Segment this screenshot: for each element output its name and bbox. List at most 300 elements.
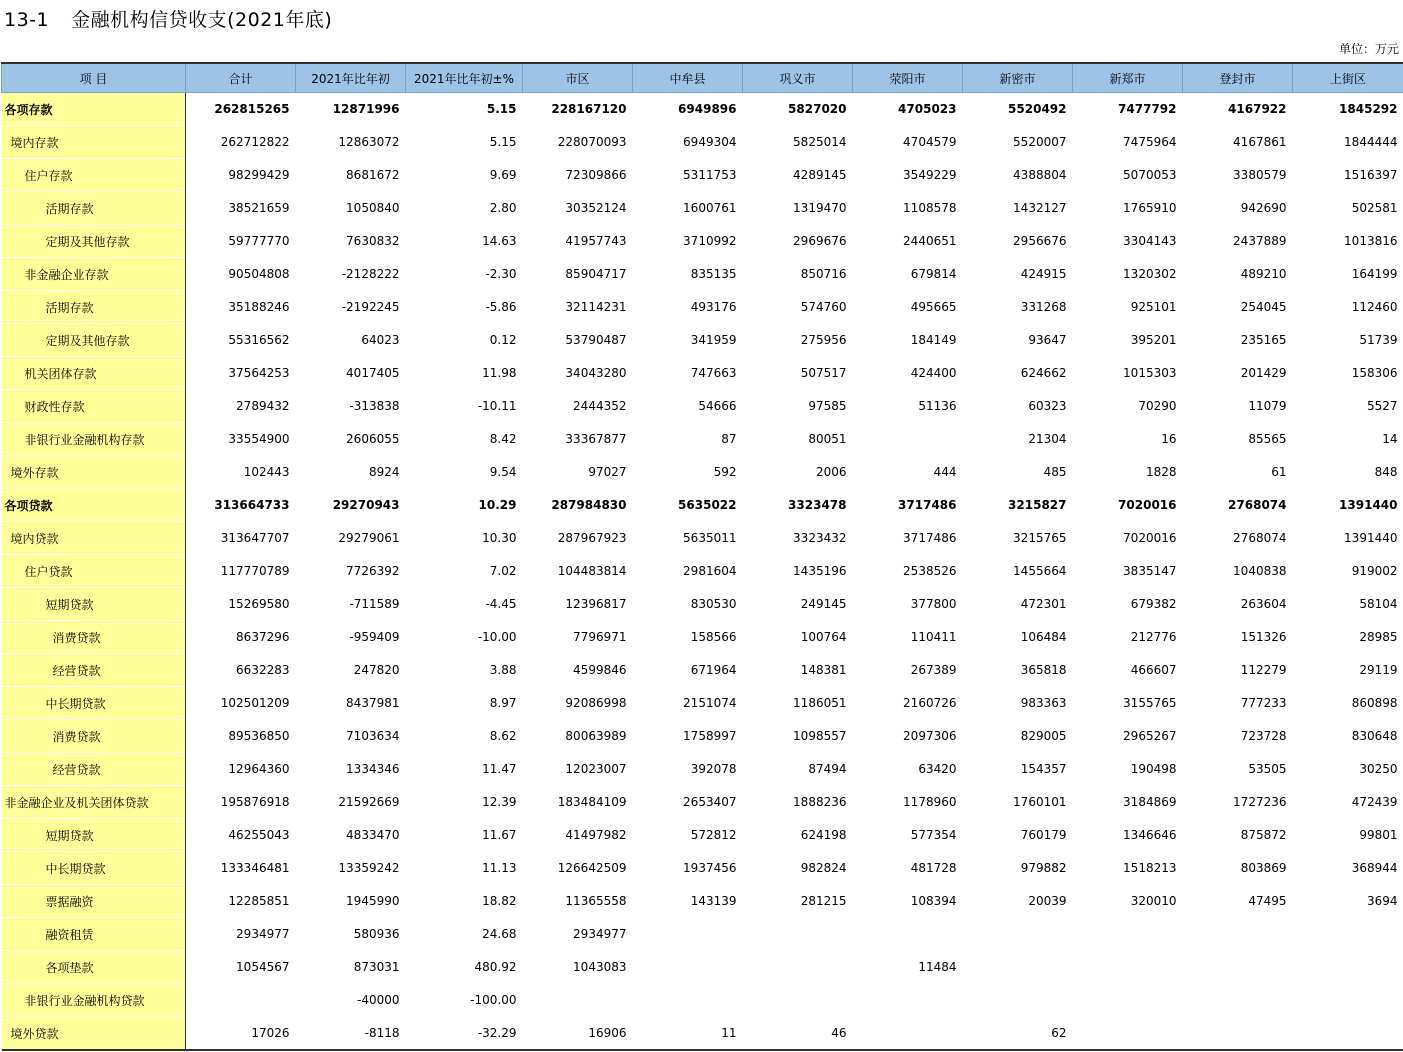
table-row: [2, 291, 1403, 324]
row-label: 活期存款: [2, 192, 186, 225]
table-cell: 679382: [1073, 588, 1183, 621]
table-cell: 89536850: [186, 720, 296, 753]
table-cell: 30352124: [523, 192, 633, 225]
table-cell: 235165: [1183, 324, 1293, 357]
table-cell: 1015303: [1073, 357, 1183, 390]
row-label: 经营贷款: [2, 753, 186, 786]
table-row: [2, 687, 1403, 720]
table-cell: 3380579: [1183, 159, 1293, 192]
table-cell: 1758997: [633, 720, 743, 753]
table-cell: [853, 423, 963, 456]
table-cell: 2653407: [633, 786, 743, 819]
table-cell: 64023: [296, 324, 406, 357]
table-cell: 592: [633, 456, 743, 489]
table-cell: 37564253: [186, 357, 296, 390]
table-cell: 919002: [1293, 555, 1403, 588]
table-cell: 93647: [963, 324, 1073, 357]
table-cell: 126642509: [523, 852, 633, 885]
table-cell: 190498: [1073, 753, 1183, 786]
table-cell: 47495: [1183, 885, 1293, 918]
table-cell: 263604: [1183, 588, 1293, 621]
table-cell: 110411: [853, 621, 963, 654]
table-cell: [1183, 918, 1293, 951]
column-header: 2021年比年初: [296, 63, 406, 93]
row-label: 短期贷款: [2, 588, 186, 621]
row-label: 消费贷款: [2, 720, 186, 753]
table-cell: 106484: [963, 621, 1073, 654]
table-cell: 5635011: [633, 522, 743, 555]
table-cell: 5.15: [406, 93, 523, 126]
table-cell: 3.88: [406, 654, 523, 687]
table-cell: 61: [1183, 456, 1293, 489]
table-cell: 35188246: [186, 291, 296, 324]
table-cell: 98299429: [186, 159, 296, 192]
table-cell: 3717486: [853, 522, 963, 555]
table-cell: 267389: [853, 654, 963, 687]
table-cell: 11.47: [406, 753, 523, 786]
table-cell: [1183, 984, 1293, 1017]
table-row: [2, 225, 1403, 258]
table-cell: 4017405: [296, 357, 406, 390]
table-cell: 3710992: [633, 225, 743, 258]
table-cell: -2192245: [296, 291, 406, 324]
table-cell: 87494: [743, 753, 853, 786]
table-cell: 8681672: [296, 159, 406, 192]
table-cell: 507517: [743, 357, 853, 390]
table-row: [2, 324, 1403, 357]
table-cell: 1518213: [1073, 852, 1183, 885]
table-cell: 2444352: [523, 390, 633, 423]
table-cell: 102443: [186, 456, 296, 489]
table-cell: 158306: [1293, 357, 1403, 390]
table-cell: 2934977: [186, 918, 296, 951]
table-cell: 183484109: [523, 786, 633, 819]
row-label: 非金融企业及机关团体贷款: [2, 786, 186, 819]
table-cell: 29279061: [296, 522, 406, 555]
row-label: 中长期贷款: [2, 687, 186, 720]
table-cell: 287967923: [523, 522, 633, 555]
table-cell: 803869: [1183, 852, 1293, 885]
table-cell: 444: [853, 456, 963, 489]
table-cell: 0.12: [406, 324, 523, 357]
table-cell: 117770789: [186, 555, 296, 588]
table-cell: 184149: [853, 324, 963, 357]
table-cell: 873031: [296, 951, 406, 984]
table-row: [2, 918, 1403, 951]
table-cell: 12863072: [296, 126, 406, 159]
credit-table: [1, 62, 1403, 1051]
table-cell: 87: [633, 423, 743, 456]
table-row: [2, 555, 1403, 588]
row-label: 住户存款: [2, 159, 186, 192]
table-cell: 2956676: [963, 225, 1073, 258]
table-cell: 1845292: [1293, 93, 1403, 126]
table-cell: 102501209: [186, 687, 296, 720]
table-cell: 46: [743, 1017, 853, 1051]
table-cell: 53505: [1183, 753, 1293, 786]
table-cell: [963, 951, 1073, 984]
table-cell: [1293, 918, 1403, 951]
table-cell: 11.98: [406, 357, 523, 390]
table-cell: 249145: [743, 588, 853, 621]
table-header-row: [2, 63, 1403, 93]
column-header: 新密市: [963, 63, 1073, 93]
column-header: 登封市: [1183, 63, 1293, 93]
row-label: 各项垫款: [2, 951, 186, 984]
table-cell: 5827020: [743, 93, 853, 126]
table-cell: 11484: [853, 951, 963, 984]
table-cell: -313838: [296, 390, 406, 423]
table-cell: 875872: [1183, 819, 1293, 852]
table-cell: 2538526: [853, 555, 963, 588]
table-cell: 5.15: [406, 126, 523, 159]
table-body: [2, 93, 1403, 1051]
table-cell: 33554900: [186, 423, 296, 456]
table-row: [2, 852, 1403, 885]
table-cell: 320010: [1073, 885, 1183, 918]
table-cell: 2934977: [523, 918, 633, 951]
table-cell: 262815265: [186, 93, 296, 126]
table-cell: 20039: [963, 885, 1073, 918]
table-cell: [1073, 918, 1183, 951]
table-cell: 80063989: [523, 720, 633, 753]
table-cell: 14.63: [406, 225, 523, 258]
table-cell: 1040838: [1183, 555, 1293, 588]
table-cell: 1828: [1073, 456, 1183, 489]
table-cell: 480.92: [406, 951, 523, 984]
table-cell: 2981604: [633, 555, 743, 588]
table-cell: [1293, 1017, 1403, 1051]
table-cell: 18.82: [406, 885, 523, 918]
table-cell: 942690: [1183, 192, 1293, 225]
table-cell: 58104: [1293, 588, 1403, 621]
table-cell: 164199: [1293, 258, 1403, 291]
table-cell: 51739: [1293, 324, 1403, 357]
table-cell: [1183, 1017, 1293, 1051]
table-cell: 6632283: [186, 654, 296, 687]
row-label: 住户贷款: [2, 555, 186, 588]
table-cell: 5825014: [743, 126, 853, 159]
column-header: 2021年比年初±%: [406, 63, 523, 93]
table-cell: 10.30: [406, 522, 523, 555]
table-cell: 201429: [1183, 357, 1293, 390]
table-cell: 287984830: [523, 489, 633, 522]
table-cell: 3304143: [1073, 225, 1183, 258]
table-cell: 3694: [1293, 885, 1403, 918]
unit-label: 单位：万元: [1338, 42, 1399, 56]
table-cell: 2160726: [853, 687, 963, 720]
table-cell: 29270943: [296, 489, 406, 522]
table-row: [2, 1017, 1403, 1051]
table-number: 13-1: [4, 9, 50, 31]
table-cell: 12871996: [296, 93, 406, 126]
row-label: 境外存款: [2, 456, 186, 489]
table-cell: 7726392: [296, 555, 406, 588]
table-cell: 1945990: [296, 885, 406, 918]
table-cell: 247820: [296, 654, 406, 687]
table-cell: [1073, 984, 1183, 1017]
table-cell: 262712822: [186, 126, 296, 159]
table-cell: 377800: [853, 588, 963, 621]
row-label: 消费贷款: [2, 621, 186, 654]
table-row: [2, 390, 1403, 423]
row-label: 境内贷款: [2, 522, 186, 555]
table-cell: 4705023: [853, 93, 963, 126]
table-cell: [633, 951, 743, 984]
table-cell: 4289145: [743, 159, 853, 192]
table-cell: 33367877: [523, 423, 633, 456]
row-label: 融资租赁: [2, 918, 186, 951]
table-cell: 747663: [633, 357, 743, 390]
table-cell: 624198: [743, 819, 853, 852]
table-cell: 1050840: [296, 192, 406, 225]
table-cell: 1765910: [1073, 192, 1183, 225]
table-cell: 472439: [1293, 786, 1403, 819]
table-cell: 5520007: [963, 126, 1073, 159]
table-cell: 2965267: [1073, 720, 1183, 753]
table-cell: -711589: [296, 588, 406, 621]
table-cell: 11079: [1183, 390, 1293, 423]
table-cell: 41957743: [523, 225, 633, 258]
table-cell: 1516397: [1293, 159, 1403, 192]
table-row: [2, 588, 1403, 621]
table-cell: 313664733: [186, 489, 296, 522]
table-cell: [853, 1017, 963, 1051]
table-row: [2, 522, 1403, 555]
table-cell: 572812: [633, 819, 743, 852]
table-cell: 1727236: [1183, 786, 1293, 819]
table-cell: 30250: [1293, 753, 1403, 786]
table-cell: 38521659: [186, 192, 296, 225]
table-cell: 228070093: [523, 126, 633, 159]
table-cell: [743, 951, 853, 984]
table-cell: 8637296: [186, 621, 296, 654]
table-cell: 46255043: [186, 819, 296, 852]
table-cell: 104483814: [523, 555, 633, 588]
table-cell: 15269580: [186, 588, 296, 621]
table-row: [2, 456, 1403, 489]
table-cell: 11365558: [523, 885, 633, 918]
column-header: 荥阳市: [853, 63, 963, 93]
table-row: [2, 984, 1403, 1017]
table-cell: 2151074: [633, 687, 743, 720]
table-cell: 1391440: [1293, 522, 1403, 555]
table-cell: 493176: [633, 291, 743, 324]
column-header: 上街区: [1293, 63, 1403, 93]
table-cell: [1293, 984, 1403, 1017]
row-label: 短期贷款: [2, 819, 186, 852]
table-cell: 1435196: [743, 555, 853, 588]
table-cell: [1073, 951, 1183, 984]
table-cell: 982824: [743, 852, 853, 885]
table-cell: 1760101: [963, 786, 1073, 819]
table-cell: 112279: [1183, 654, 1293, 687]
table-cell: 60323: [963, 390, 1073, 423]
table-cell: 1054567: [186, 951, 296, 984]
table-cell: 5070053: [1073, 159, 1183, 192]
table-cell: 2437889: [1183, 225, 1293, 258]
table-cell: 580936: [296, 918, 406, 951]
table-cell: 1098557: [743, 720, 853, 753]
table-cell: 12023007: [523, 753, 633, 786]
table-cell: 24.68: [406, 918, 523, 951]
table-row: [2, 786, 1403, 819]
table-cell: 1178960: [853, 786, 963, 819]
table-cell: 1391440: [1293, 489, 1403, 522]
table-cell: 72309866: [523, 159, 633, 192]
column-header: 新郑市: [1073, 63, 1183, 93]
table-cell: 777233: [1183, 687, 1293, 720]
table-cell: 365818: [963, 654, 1073, 687]
table-cell: 1844444: [1293, 126, 1403, 159]
table-cell: 392078: [633, 753, 743, 786]
table-cell: 313647707: [186, 522, 296, 555]
table-cell: 108394: [853, 885, 963, 918]
table-cell: 835135: [633, 258, 743, 291]
table-cell: 1888236: [743, 786, 853, 819]
table-cell: 17026: [186, 1017, 296, 1051]
table-cell: [743, 918, 853, 951]
row-label: 非金融企业存款: [2, 258, 186, 291]
table-cell: 6949896: [633, 93, 743, 126]
table-cell: 624662: [963, 357, 1073, 390]
table-cell: [633, 918, 743, 951]
table-cell: 341959: [633, 324, 743, 357]
table-cell: 3835147: [1073, 555, 1183, 588]
row-label: 财政性存款: [2, 390, 186, 423]
table-cell: 424400: [853, 357, 963, 390]
table-cell: 32114231: [523, 291, 633, 324]
table-cell: [633, 984, 743, 1017]
table-cell: 1320302: [1073, 258, 1183, 291]
table-cell: 12.39: [406, 786, 523, 819]
table-cell: 21592669: [296, 786, 406, 819]
table-cell: 92086998: [523, 687, 633, 720]
table-cell: 8.62: [406, 720, 523, 753]
table-cell: 760179: [963, 819, 1073, 852]
table-cell: 4167922: [1183, 93, 1293, 126]
table-cell: 85904717: [523, 258, 633, 291]
table-cell: [853, 984, 963, 1017]
row-label: 境内存款: [2, 126, 186, 159]
table-cell: 62: [963, 1017, 1073, 1051]
table-cell: -40000: [296, 984, 406, 1017]
table-cell: 424915: [963, 258, 1073, 291]
table-cell: 12964360: [186, 753, 296, 786]
table-row: [2, 159, 1403, 192]
table-cell: 148381: [743, 654, 853, 687]
table-cell: 3184869: [1073, 786, 1183, 819]
table-cell: [186, 984, 296, 1017]
table-cell: 5311753: [633, 159, 743, 192]
row-label: 定期及其他存款: [2, 225, 186, 258]
row-label: 非银行业金融机构存款: [2, 423, 186, 456]
table-cell: 7475964: [1073, 126, 1183, 159]
table-cell: 53790487: [523, 324, 633, 357]
table-cell: 4388804: [963, 159, 1073, 192]
table-cell: 54666: [633, 390, 743, 423]
table-cell: 80051: [743, 423, 853, 456]
table-cell: 1455664: [963, 555, 1073, 588]
table-cell: 97027: [523, 456, 633, 489]
table-cell: 577354: [853, 819, 963, 852]
table-cell: 830530: [633, 588, 743, 621]
table-cell: 2440651: [853, 225, 963, 258]
table-cell: 70290: [1073, 390, 1183, 423]
table-cell: 7477792: [1073, 93, 1183, 126]
row-label: 非银行业金融机构贷款: [2, 984, 186, 1017]
table-cell: 485: [963, 456, 1073, 489]
table-cell: 7020016: [1073, 489, 1183, 522]
column-header: 合计: [186, 63, 296, 93]
table-cell: 331268: [963, 291, 1073, 324]
table-cell: [1073, 1017, 1183, 1051]
table-cell: 2006: [743, 456, 853, 489]
table-row: [2, 192, 1403, 225]
table-cell: 97585: [743, 390, 853, 423]
table-cell: 7020016: [1073, 522, 1183, 555]
table-cell: 830648: [1293, 720, 1403, 753]
table-cell: 5635022: [633, 489, 743, 522]
table-cell: 2.80: [406, 192, 523, 225]
table-row: [2, 621, 1403, 654]
table-cell: 9.54: [406, 456, 523, 489]
table-cell: 860898: [1293, 687, 1403, 720]
table-cell: 158566: [633, 621, 743, 654]
table-cell: 63420: [853, 753, 963, 786]
column-header: 项 目: [2, 63, 186, 93]
table-cell: -2128222: [296, 258, 406, 291]
table-cell: 3215765: [963, 522, 1073, 555]
table-cell: 51136: [853, 390, 963, 423]
table-cell: 12285851: [186, 885, 296, 918]
table-cell: 11.13: [406, 852, 523, 885]
table-cell: 1043083: [523, 951, 633, 984]
table-cell: 5527: [1293, 390, 1403, 423]
table-cell: [963, 918, 1073, 951]
table-cell: 90504808: [186, 258, 296, 291]
table-cell: 29119: [1293, 654, 1403, 687]
table-cell: [523, 984, 633, 1017]
table-cell: 99801: [1293, 819, 1403, 852]
table-row: [2, 357, 1403, 390]
table-cell: 481728: [853, 852, 963, 885]
table-title: 金融机构信贷收支(2021年底): [71, 9, 333, 31]
row-label: 活期存款: [2, 291, 186, 324]
table-cell: -32.29: [406, 1017, 523, 1051]
table-cell: 983363: [963, 687, 1073, 720]
table-cell: 55316562: [186, 324, 296, 357]
table-cell: [1183, 951, 1293, 984]
table-cell: 281215: [743, 885, 853, 918]
table-cell: 3215827: [963, 489, 1073, 522]
table-cell: 472301: [963, 588, 1073, 621]
table-cell: 6949304: [633, 126, 743, 159]
page-title: [4, 5, 332, 32]
table-cell: 2789432: [186, 390, 296, 423]
table-cell: 1319470: [743, 192, 853, 225]
table-cell: 28985: [1293, 621, 1403, 654]
table-cell: 495665: [853, 291, 963, 324]
column-header: 中牟县: [633, 63, 743, 93]
table-cell: 1013816: [1293, 225, 1403, 258]
table-cell: 10.29: [406, 489, 523, 522]
table-cell: [743, 984, 853, 1017]
table-cell: 41497982: [523, 819, 633, 852]
table-cell: [1293, 951, 1403, 984]
table-row: [2, 93, 1403, 126]
row-label: 中长期贷款: [2, 852, 186, 885]
